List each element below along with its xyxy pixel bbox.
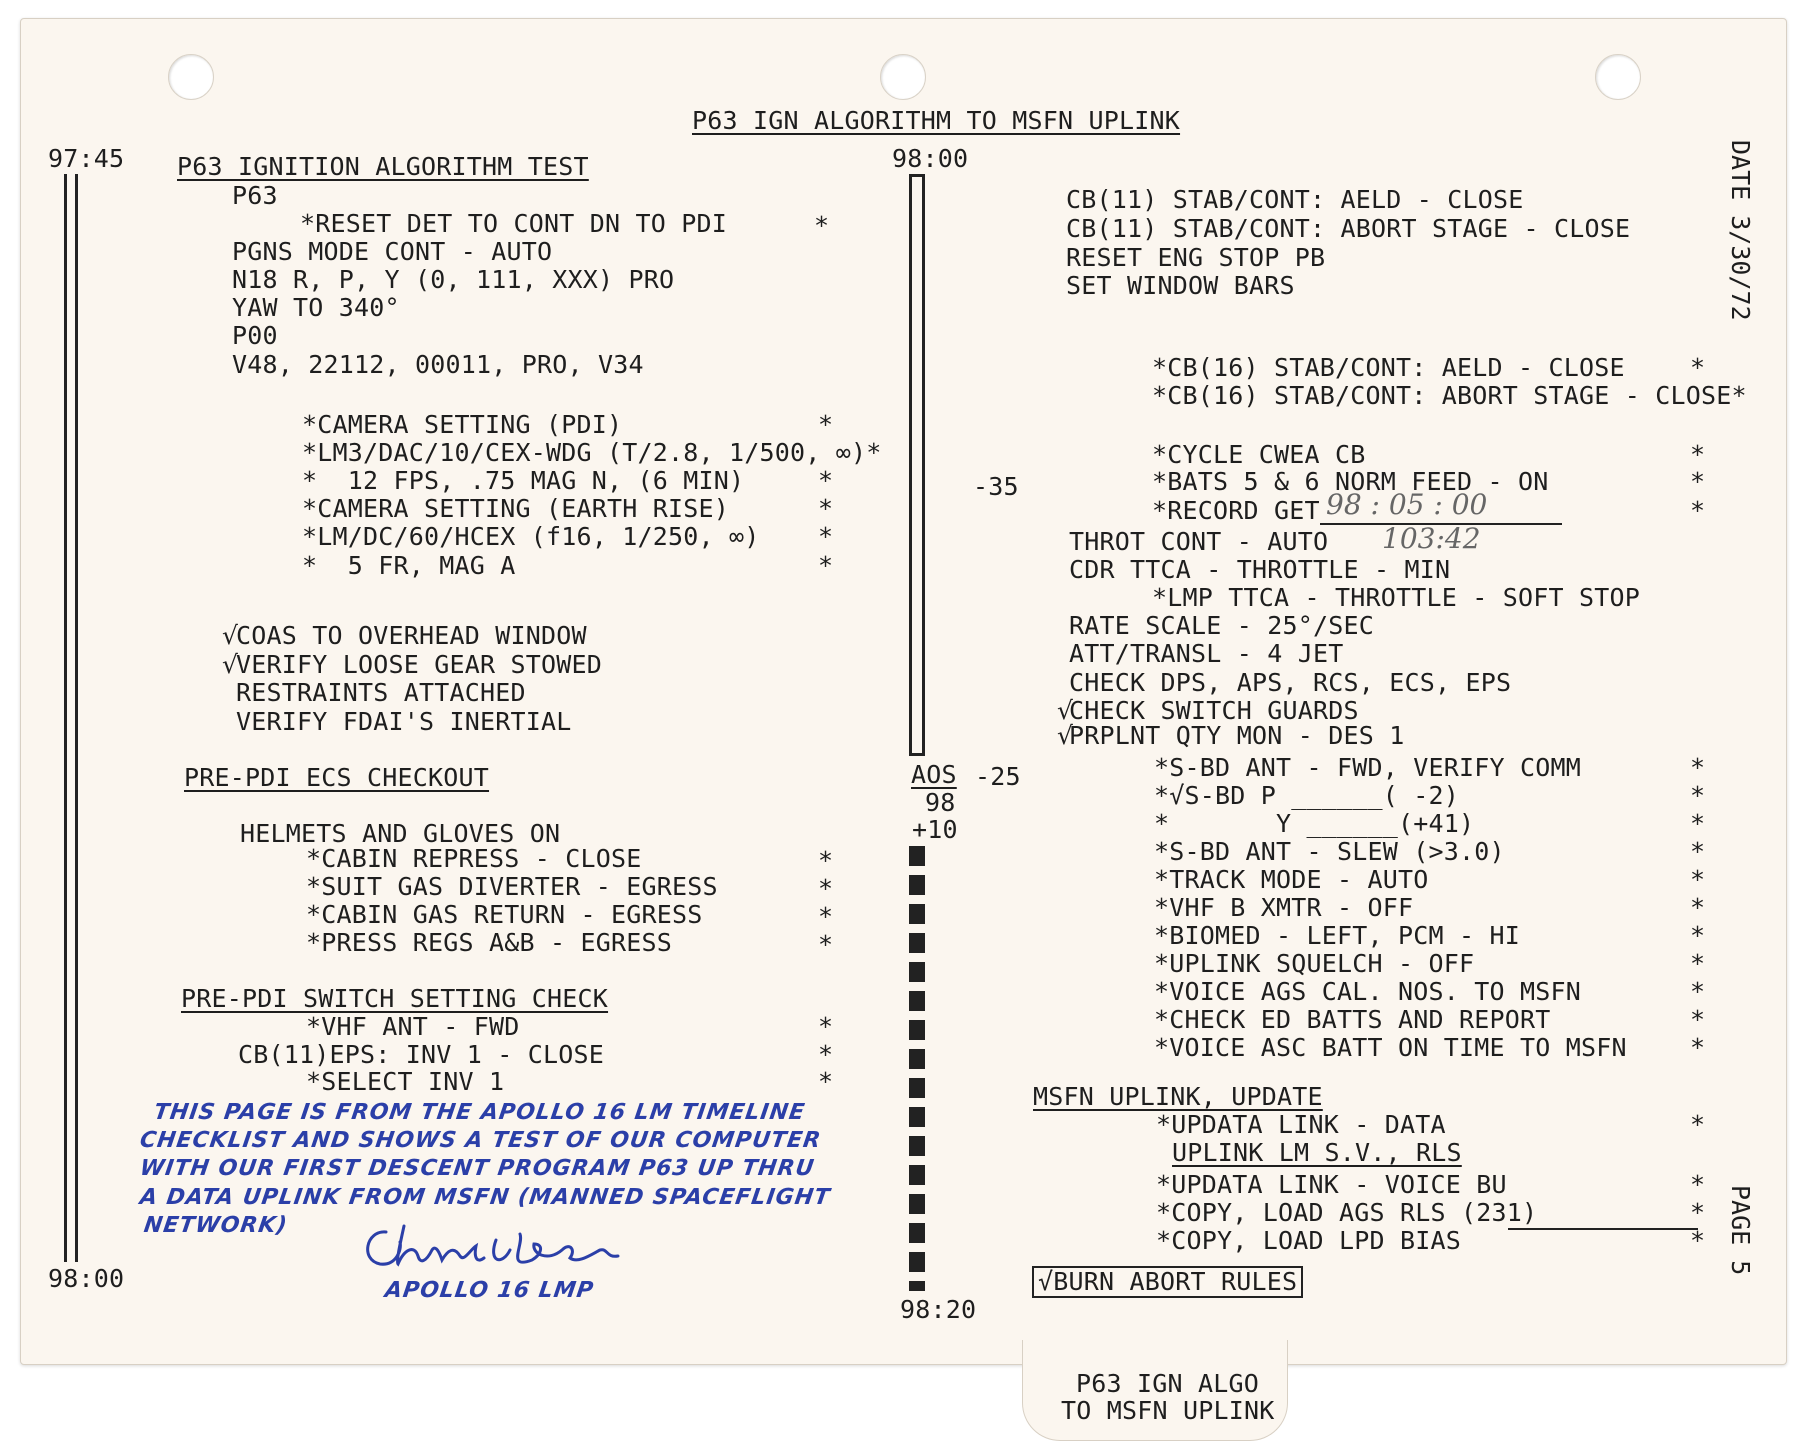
time-end-mid: 98:20 — [900, 1295, 977, 1324]
step: * 12 FPS, .75 MAG N, (6 MIN) — [302, 466, 745, 495]
binder-hole — [880, 54, 926, 100]
asterisk: * — [818, 902, 834, 931]
step: *CABIN REPRESS - CLOSE — [306, 844, 642, 873]
step: *CAMERA SETTING (EARTH RISE) — [302, 494, 730, 523]
time-minus-35: -35 — [973, 472, 1019, 501]
step: *CAMERA SETTING (PDI) — [302, 410, 623, 439]
step: *CB(16) STAB/CONT: AELD - CLOSE — [1152, 353, 1625, 382]
asterisk: * — [818, 410, 834, 439]
check-mark: √ — [222, 650, 239, 679]
step: *LM/DC/60/HCEX (f16, 1/250, ∞) — [302, 522, 760, 551]
step: *SUIT GAS DIVERTER - EGRESS — [306, 872, 718, 901]
section-title-ecs: PRE-PDI ECS CHECKOUT — [184, 763, 490, 792]
tab-label: TO MSFN UPLINK — [1061, 1396, 1275, 1425]
asterisk: * — [1690, 837, 1706, 866]
step: *CHECK ED BATTS AND REPORT — [1154, 1005, 1551, 1034]
asterisk: * — [1690, 440, 1706, 469]
step: CHECK DPS, APS, RCS, ECS, EPS — [1069, 668, 1512, 697]
handwritten-note: THIS PAGE IS FROM THE APOLLO 16 LM TIMELINE — [152, 1100, 807, 1125]
asterisk: * — [1690, 781, 1706, 810]
step: VERIFY LOOSE GEAR STOWED — [236, 650, 603, 679]
step: P00 — [232, 321, 278, 350]
step: *S-BD ANT - SLEW (>3.0) — [1154, 837, 1505, 866]
asterisk: * — [1690, 1033, 1706, 1062]
step: *TRACK MODE - AUTO — [1154, 865, 1429, 894]
step: *UPDATA LINK - VOICE BU — [1156, 1170, 1507, 1199]
time-minus-25: -25 — [975, 762, 1021, 791]
asterisk: * — [1690, 1110, 1706, 1139]
step: CB(11) STAB/CONT: ABORT STAGE - CLOSE — [1066, 214, 1631, 243]
entry-line — [1508, 1228, 1698, 1230]
pencil-note: 103:42 — [1382, 522, 1481, 555]
step: *UPLINK SQUELCH - OFF — [1154, 949, 1475, 978]
asterisk: * — [1690, 467, 1706, 496]
step: CHECK SWITCH GUARDS — [1069, 696, 1359, 725]
step: * 5 FR, MAG A — [302, 551, 516, 580]
asterisk: * — [1690, 893, 1706, 922]
step: *COPY, LOAD LPD BIAS — [1156, 1226, 1462, 1255]
step: COAS TO OVERHEAD WINDOW — [236, 621, 587, 650]
step: *BIOMED - LEFT, PCM - HI — [1154, 921, 1521, 950]
asterisk: * — [818, 522, 834, 551]
step: *VHF B XMTR - OFF — [1154, 893, 1414, 922]
pencil-get-value: 98 : 05 : 00 — [1326, 488, 1488, 521]
step: *CABIN GAS RETURN - EGRESS — [306, 900, 703, 929]
asterisk: * — [1690, 1198, 1706, 1227]
step: *VOICE ASC BATT ON TIME TO MSFN — [1154, 1033, 1627, 1062]
handwritten-note: A DATA UPLINK FROM MSFN (MANNED SPACEFLIGHT — [138, 1185, 832, 1210]
step: ATT/TRANSL - 4 JET — [1069, 639, 1344, 668]
asterisk: * — [818, 494, 834, 523]
asterisk: * — [1690, 496, 1706, 525]
binder-hole — [168, 54, 214, 100]
timeline-bar-mid-dashed — [909, 846, 925, 1291]
step: *UPDATA LINK - DATA — [1156, 1110, 1446, 1139]
check-mark: √ — [222, 621, 239, 650]
asterisk: * — [1690, 1170, 1706, 1199]
step: VERIFY FDAI'S INERTIAL — [236, 707, 572, 736]
asterisk: * — [818, 874, 834, 903]
step: *S-BD ANT - FWD, VERIFY COMM — [1154, 753, 1582, 782]
time-start-left: 97:45 — [48, 144, 125, 173]
date-label: DATE 3/30/72 — [1726, 140, 1755, 321]
step: PGNS MODE CONT - AUTO — [232, 237, 553, 266]
check-mark: √ — [1057, 696, 1074, 725]
step: HELMETS AND GLOVES ON — [240, 819, 561, 848]
step: RESET ENG STOP PB — [1066, 243, 1326, 272]
asterisk: * — [1690, 753, 1706, 782]
page-title: P63 IGN ALGORITHM TO MSFN UPLINK — [692, 106, 1181, 135]
step: *PRESS REGS A&B - EGRESS — [306, 928, 673, 957]
step: P63 — [232, 181, 278, 210]
step: * Y ______(+41) — [1154, 809, 1475, 838]
aos-plus-10: +10 — [912, 815, 958, 844]
aos-98: 98 — [925, 788, 956, 817]
asterisk: * — [1690, 1226, 1706, 1255]
step: PRPLNT QTY MON - DES 1 — [1069, 721, 1405, 750]
check-mark: √ — [1057, 721, 1074, 750]
section-title-switch: PRE-PDI SWITCH SETTING CHECK — [181, 984, 609, 1013]
step: RATE SCALE - 25°/SEC — [1069, 611, 1375, 640]
asterisk: * — [1690, 949, 1706, 978]
aos-label: AOS — [911, 760, 957, 789]
timeline-bar-mid-solid — [909, 174, 925, 756]
step: *VOICE AGS CAL. NOS. TO MSFN — [1154, 977, 1582, 1006]
tab-label: P63 IGN ALGO — [1076, 1369, 1260, 1398]
step: CB(11) STAB/CONT: AELD - CLOSE — [1066, 185, 1524, 214]
asterisk: * — [1690, 1005, 1706, 1034]
step: N18 R, P, Y (0, 111, XXX) PRO — [232, 265, 675, 294]
asterisk: * — [818, 846, 834, 875]
step: RESTRAINTS ATTACHED — [236, 678, 526, 707]
step: *RECORD GET — [1152, 496, 1320, 525]
asterisk: * — [814, 211, 830, 240]
asterisk: * — [818, 930, 834, 959]
section-title-uplink: MSFN UPLINK, UPDATE — [1033, 1082, 1323, 1111]
step: THROT CONT - AUTO — [1069, 527, 1329, 556]
time-start-mid: 98:00 — [892, 144, 969, 173]
time-end-left: 98:00 — [48, 1264, 125, 1293]
binder-hole — [1595, 54, 1641, 100]
step: CDR TTCA - THROTTLE - MIN — [1069, 555, 1451, 584]
step: V48, 22112, 00011, PRO, V34 — [232, 350, 644, 379]
asterisk: * — [1690, 353, 1706, 382]
section-title-p63: P63 IGNITION ALGORITHM TEST — [177, 152, 589, 181]
step: SET WINDOW BARS — [1066, 271, 1295, 300]
asterisk: * — [818, 1012, 834, 1041]
step: YAW TO 340° — [232, 293, 400, 322]
asterisk: * — [1690, 809, 1706, 838]
handwritten-note: WITH OUR FIRST DESCENT PROGRAM P63 UP THRU — [138, 1156, 817, 1181]
asterisk: * — [818, 551, 834, 580]
step: *BATS 5 & 6 NORM FEED - ON — [1152, 467, 1549, 496]
handwritten-note: NETWORK) — [142, 1213, 290, 1238]
burn-abort-rules-box: √BURN ABORT RULES — [1032, 1266, 1303, 1298]
step: CB(11)EPS: INV 1 - CLOSE — [238, 1040, 605, 1069]
timeline-bar-left — [64, 174, 78, 1262]
asterisk: * — [1690, 977, 1706, 1006]
handwritten-note: CHECKLIST AND SHOWS A TEST OF OUR COMPUTER — [138, 1128, 823, 1153]
asterisk: * — [818, 466, 834, 495]
step: *LMP TTCA - THROTTLE - SOFT STOP — [1152, 583, 1641, 612]
step: *√S-BD P ______( -2) — [1154, 781, 1460, 810]
page-number: PAGE 5 — [1726, 1185, 1755, 1276]
signature-title: APOLLO 16 LMP — [383, 1278, 596, 1303]
step: UPLINK LM S.V., RLS — [1172, 1138, 1462, 1167]
step: *COPY, LOAD AGS RLS (231) — [1156, 1198, 1538, 1227]
step: *CYCLE CWEA CB — [1152, 440, 1366, 469]
asterisk: * — [818, 1040, 834, 1069]
step: *CB(16) STAB/CONT: ABORT STAGE - CLOSE* — [1152, 381, 1747, 410]
step: *LM3/DAC/10/CEX-WDG (T/2.8, 1/500, ∞)* — [302, 438, 882, 467]
step: *SELECT INV 1 — [306, 1067, 505, 1096]
asterisk: * — [818, 1067, 834, 1096]
signature — [356, 1220, 656, 1280]
asterisk: * — [1690, 921, 1706, 950]
step: *VHF ANT - FWD — [306, 1012, 520, 1041]
step: *RESET DET TO CONT DN TO PDI — [300, 209, 728, 238]
asterisk: * — [1690, 865, 1706, 894]
